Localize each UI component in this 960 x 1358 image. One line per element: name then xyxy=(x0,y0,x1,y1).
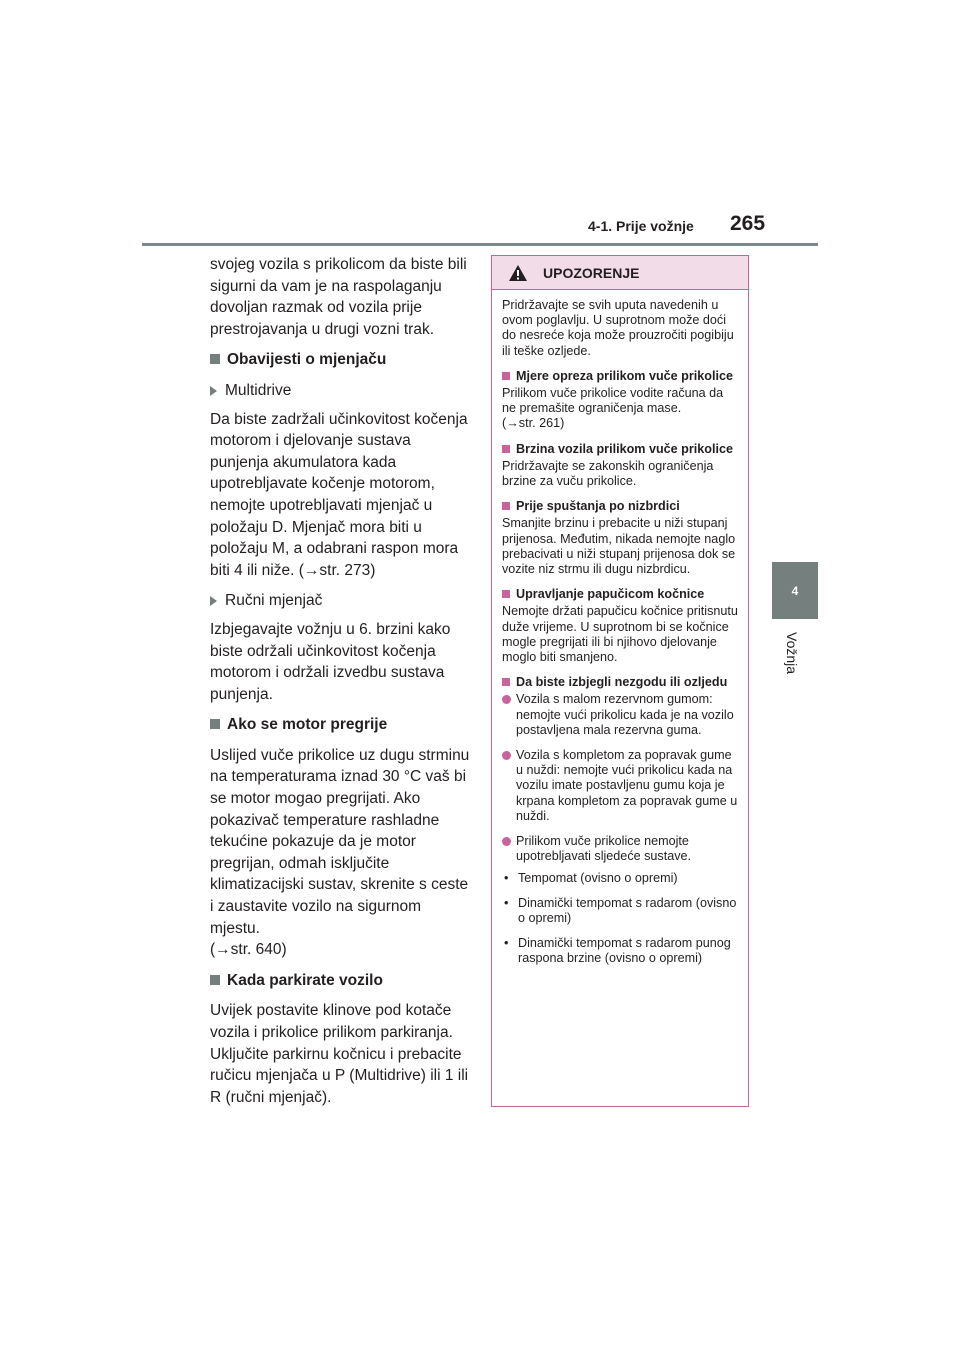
heading-text: Ako se motor pregrije xyxy=(227,716,388,734)
heading-text: Da biste izbjegli nezgodu ili ozljedu xyxy=(516,675,728,690)
subheading-manual xyxy=(210,590,472,612)
warning-body xyxy=(492,290,748,967)
overheat-paragraph xyxy=(210,745,472,961)
item-text: Dinamički tempomat s radarom punog raspona brzine (ovisno o opremi) xyxy=(518,936,731,966)
section-heading-transmission xyxy=(210,349,472,371)
square-bullet-icon xyxy=(210,975,220,985)
bullet-mark: • xyxy=(504,936,509,951)
heading-text: Obavijesti o mjenjaču xyxy=(227,351,387,369)
page-reference: str. 640) xyxy=(230,941,287,959)
warning-dot-item xyxy=(502,748,740,824)
square-bullet-icon xyxy=(502,590,510,598)
page-number: 265 xyxy=(730,212,766,235)
heading-text: Kada parkirate vozilo xyxy=(227,971,383,989)
warning-triangle-icon xyxy=(508,264,528,282)
multidrive-paragraph xyxy=(210,409,472,582)
warning-title: UPOZORENJE xyxy=(543,264,640,281)
main-text-column xyxy=(210,254,472,1117)
arrow-icon: → xyxy=(303,561,320,579)
paren-open: ( xyxy=(502,416,507,431)
square-bullet-icon xyxy=(502,678,510,686)
warning-bullet-item xyxy=(502,936,740,966)
warning-bullet-item xyxy=(502,871,740,886)
page-reference: str. 261) xyxy=(518,416,565,431)
dot-bullet-icon xyxy=(502,837,511,846)
paren-open: ( xyxy=(210,941,216,959)
dot-bullet-icon xyxy=(502,751,511,760)
section-heading-overheat xyxy=(210,714,472,736)
arrow-icon: → xyxy=(215,941,231,959)
heading-text: Mjere opreza prilikom vuče prikolice xyxy=(516,368,733,383)
warning-bullet-item xyxy=(502,896,740,926)
bullet-mark: • xyxy=(504,870,509,885)
heading-text: Brzina vozila prilikom vuče prikolice xyxy=(516,441,733,456)
paragraph-text: Prilikom vuče prikolice vodite računa da ne premašite ograničenja mase. xyxy=(502,386,724,416)
heading-text: Upravljanje papučicom kočnice xyxy=(516,587,705,602)
warning-heading xyxy=(502,675,740,690)
arrow-icon: → xyxy=(506,416,519,431)
triangle-bullet-icon xyxy=(210,596,217,606)
subheading-text: Ručni mjenjač xyxy=(225,592,323,610)
warning-header xyxy=(492,256,748,290)
intro-paragraph: svojeg vozila s prikolicom da biste bili sigurni da vam je na raspolaganju dovoljan razmak od vozila prije prestrojavanja u drugi vozni trak. xyxy=(210,256,467,338)
square-bullet-icon xyxy=(210,719,220,729)
section-title: 4-1. Prije vožnje xyxy=(588,218,694,234)
warning-dot-item xyxy=(502,834,740,864)
warning-heading xyxy=(502,499,740,514)
paragraph-text: Uslijed vuče prikolice uz dugu strminu na temperaturama iznad 30 °C vaš bi se motor mogao pregrijati. Ako pokazivač temperature rashladne tekućine pokazuje da je motor pregrijan, odmah isključite klimatizacijski sustav, skrenite s ceste i zaustavite vozilo na sigurnom mjestu. xyxy=(210,746,470,937)
dot-bullet-icon xyxy=(502,695,511,704)
section-heading-parking xyxy=(210,970,472,992)
warning-heading xyxy=(502,587,740,602)
warning-heading xyxy=(502,442,740,457)
bullet-mark: • xyxy=(504,895,509,910)
chapter-label: Vožnja xyxy=(784,632,800,675)
manual-paragraph: Izbjegavajte vožnju u 6. brzini kako biste održali učinkovitost kočenja motorom i održali izvedbu sustava punjenja. xyxy=(210,620,451,703)
warning-intro: Pridržavajte se svih uputa navedenih u ovom poglavlju. U suprotnom može doći do nesreće koja može prouzročiti pogibiju ili teške ozljede. xyxy=(502,298,734,358)
page-reference: str. 273) xyxy=(319,561,376,579)
subheading-multidrive xyxy=(210,380,472,402)
square-bullet-icon xyxy=(502,502,510,510)
item-text: Vozila s malom rezervnom gumom: nemojte vući prikolicu kada je na vozilo postavljena mala rezervna guma. xyxy=(516,692,734,737)
triangle-bullet-icon xyxy=(210,386,217,396)
warning-text: Smanjite brzinu i prebacite u niži stupanj prijenosa. Međutim, nikada nemojte naglo prebacivati u niži stupanj prijenosa dok se vozite niz strmu ili dugu nizbrdicu. xyxy=(502,516,736,577)
warning-text xyxy=(502,386,740,432)
warning-text: Nemojte držati papučicu kočnice pritisnutu duže vrijeme. U suprotnom bi se kočnice mogle pregrijati ili bi njihovo djelovanje moglo biti smanjeno. xyxy=(502,604,738,665)
square-bullet-icon xyxy=(502,372,510,380)
chapter-number-tab: 4 xyxy=(772,562,818,619)
subheading-text: Multidrive xyxy=(225,381,292,399)
parking-paragraph: Uvijek postavite klinove pod kotače vozila i prikolice prilikom parkiranja. Uključite parkirnu kočnicu i prebacite ručicu mjenjača u P (Multidrive) ili 1 ili R (ručni mjenjač). xyxy=(210,1002,469,1106)
square-bullet-icon xyxy=(502,445,510,453)
header-rule xyxy=(142,243,818,246)
square-bullet-icon xyxy=(210,354,220,364)
warning-dot-item xyxy=(502,692,740,738)
item-text: Dinamički tempomat s radarom (ovisno o opremi) xyxy=(518,895,737,925)
heading-text: Prije spuštanja po nizbrdici xyxy=(516,499,680,514)
warning-box xyxy=(491,255,749,1107)
warning-text: Pridržavajte se zakonskih ograničenja brzine za vuču prikolice. xyxy=(502,458,714,489)
paragraph-text: Da biste zadržali učinkovitost kočenja motorom i djelovanje sustava punjenja akumulatora kada upotrebljavate kočenje motorom, nemojte upotrebljavati mjenjač u položaju D. Mjenjač mora biti u položaju M, a odabrani raspon mora biti 4 ili niže. ( xyxy=(210,410,468,579)
item-text: Vozila s kompletom za popravak gume u nuždi: nemojte vući prikolicu kada na vozilu imate postavljenu gumu koja je krpana kompletom za popravak gume u nuždi. xyxy=(516,748,738,823)
item-text: Prilikom vuče prikolice nemojte upotrebljavati sljedeće sustave. xyxy=(516,834,692,864)
warning-heading xyxy=(502,369,740,384)
item-text: Tempomat (ovisno o opremi) xyxy=(518,870,678,885)
